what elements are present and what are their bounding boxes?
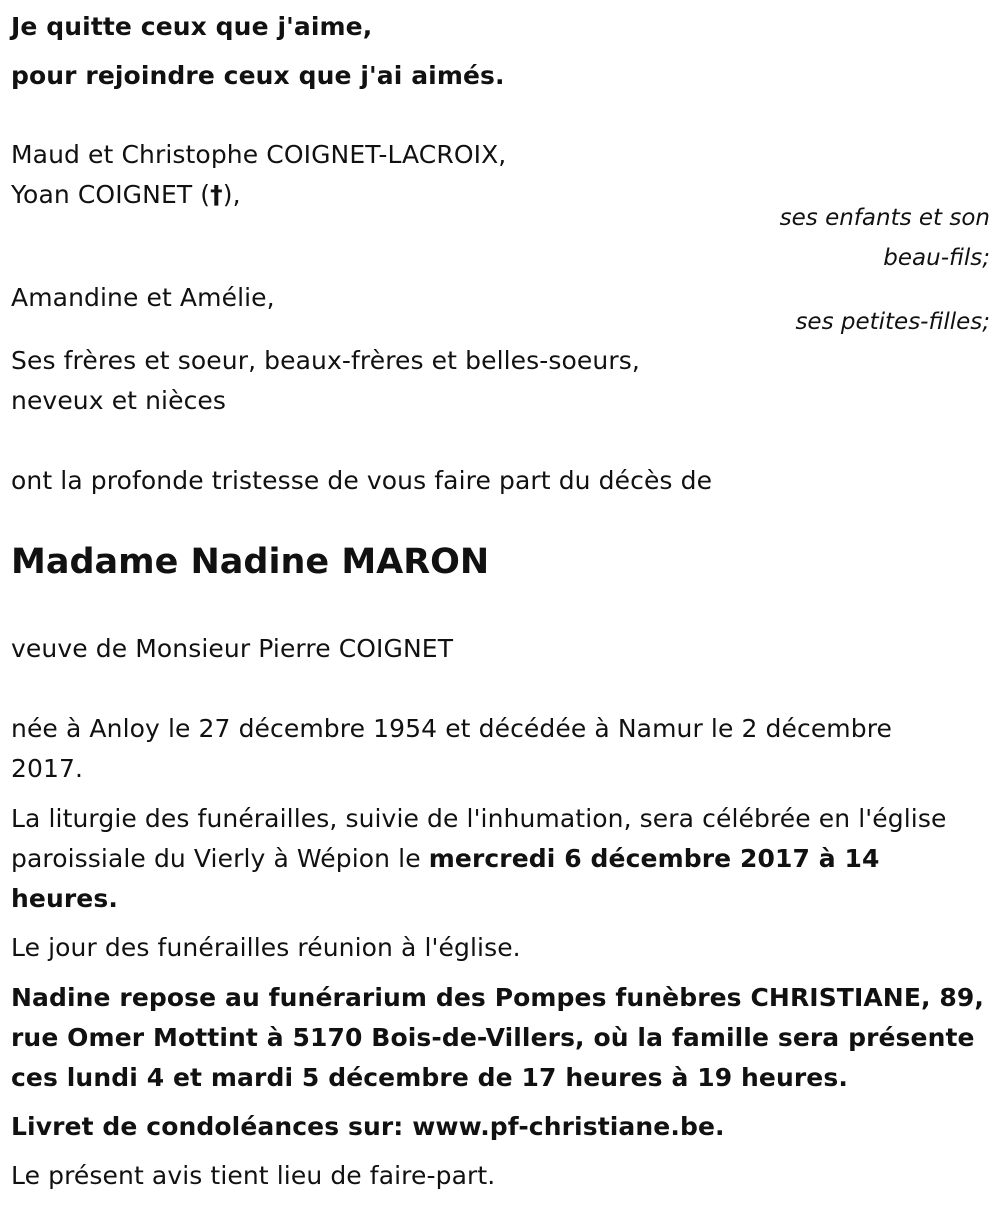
quote-line-2: pour rejoindre ceux que j'ai aimés. — [11, 61, 505, 90]
birth-death-line-1: née à Anloy le 27 décembre 1954 et décédée à Namur le 2 décembre — [11, 714, 893, 743]
grandchildren-role: ses petites-filles; — [795, 309, 990, 335]
liturgy-line-2-text: paroissiale du Vierly à Wépion le — [11, 844, 429, 873]
children-line-2 — [11, 175, 241, 215]
children-line-1: Maud et Christophe COIGNET-LACROIX, — [11, 140, 507, 169]
liturgy-line-3: heures. — [11, 884, 118, 913]
grandchildren: Amandine et Amélie, — [11, 283, 275, 312]
widow-of: veuve de Monsieur Pierre COIGNET — [11, 634, 454, 663]
repose-line-2: rue Omer Mottint à 5170 Bois-de-Villers, où la famille sera présente — [11, 1023, 975, 1052]
liturgy-line-2 — [11, 839, 880, 879]
funeral-date: mercredi 6 décembre 2017 à 14 — [428, 844, 880, 873]
deceased-name: Madame Nadine MARON — [11, 542, 490, 582]
liturgy-line-1: La liturgie des funérailles, suivie de l'inhumation, sera célébrée en l'église — [11, 804, 947, 833]
children-role-line-2: beau-fils; — [883, 245, 990, 271]
announcement: ont la profonde tristesse de vous faire part du décès de — [11, 466, 713, 495]
son-name: Yoan COIGNET ( — [11, 180, 211, 209]
birth-death-line-2: 2017. — [11, 754, 84, 783]
repose-line-1: Nadine repose au funérarium des Pompes funèbres CHRISTIANE, 89, — [11, 983, 984, 1012]
repose-line-3: ces lundi 4 et mardi 5 décembre de 17 heures à 19 heures. — [11, 1063, 848, 1092]
siblings-line-1: Ses frères et soeur, beaux-frères et belles-soeurs, — [11, 346, 640, 375]
notice-footer: Le présent avis tient lieu de faire-part. — [11, 1161, 496, 1190]
quote-line-1: Je quitte ceux que j'aime, — [11, 12, 373, 41]
children-role-line-1: ses enfants et son — [779, 205, 990, 231]
cross-icon: † — [210, 180, 223, 209]
siblings-line-2: neveux et nièces — [11, 386, 227, 415]
condolences-link: Livret de condoléances sur: www.pf-christiane.be. — [11, 1112, 725, 1141]
meeting-info: Le jour des funérailles réunion à l'église. — [11, 933, 521, 962]
son-name-end: ), — [222, 180, 241, 209]
